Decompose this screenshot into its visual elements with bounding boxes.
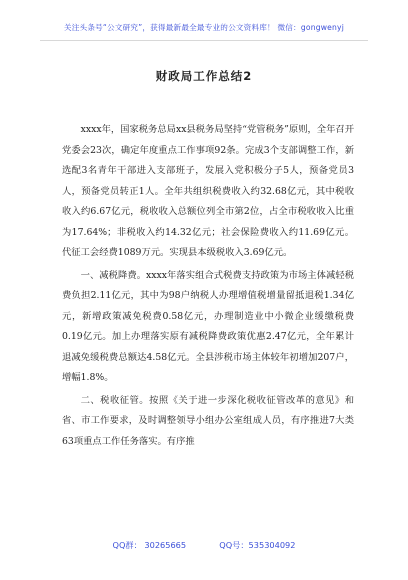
footer-qq-group: QQ群： 30265665 [112,540,187,550]
document-title: 财政局工作总结2 [155,69,253,83]
header-banner [0,22,408,33]
footer-qq-number: QQ号：535304092 [219,540,296,550]
footer-contact [0,540,408,551]
header-banner-text: 关注头条号“公文研究”，获得最新最全最专业的公文资料库！ 微信：gongwenyj [63,23,345,32]
paragraph-intro: xxxx年，国家税务总局xx县税务局坚持“党管税务”原则，全年召开党委会23次，确定年度重点工作事项92条。完成3个支部调整工作，新选配3名青年干部进入支部班子，发展入党积极分子5人，预备党员3人，预备党员转正1人。全年共组织税费收入约32.68亿元，其中税收收入约6.67亿元，税收收入总额位列全市第2位，占全市税收收入比重为17.64%；非税收入约14.32亿元；社会保险费收入约11.69亿元。代征工会经费1089万元。实现县本级税收入3.69亿元。 [62,124,354,258]
header-divider [40,40,368,41]
paragraph-tax-relief: 一、减税降费。xxxx年落实组合式税费支持政策为市场主体减轻税费负担2.11亿元，其中为98户纳税人办理增值税增量留抵退税1.34亿元，新增政策减免税费0.58亿元，办理制造业中小微企业缓缴税费0.19亿元。加上办理落实原有减税降费政策优惠2.47亿元，全年累计退减免缓税费总额达4.58亿元。全县涉税市场主体较年初增加207户，增幅1.8%。 [62,269,354,383]
paragraph-tax-collection: 二、税收征管。按照《关于进一步深化税收征管改革的意见》和省、市工作要求，及时调整领导小组办公室组成人员，有序推进7大类63项重点工作任务落实。有序推 [62,394,354,447]
document-body [62,120,354,454]
